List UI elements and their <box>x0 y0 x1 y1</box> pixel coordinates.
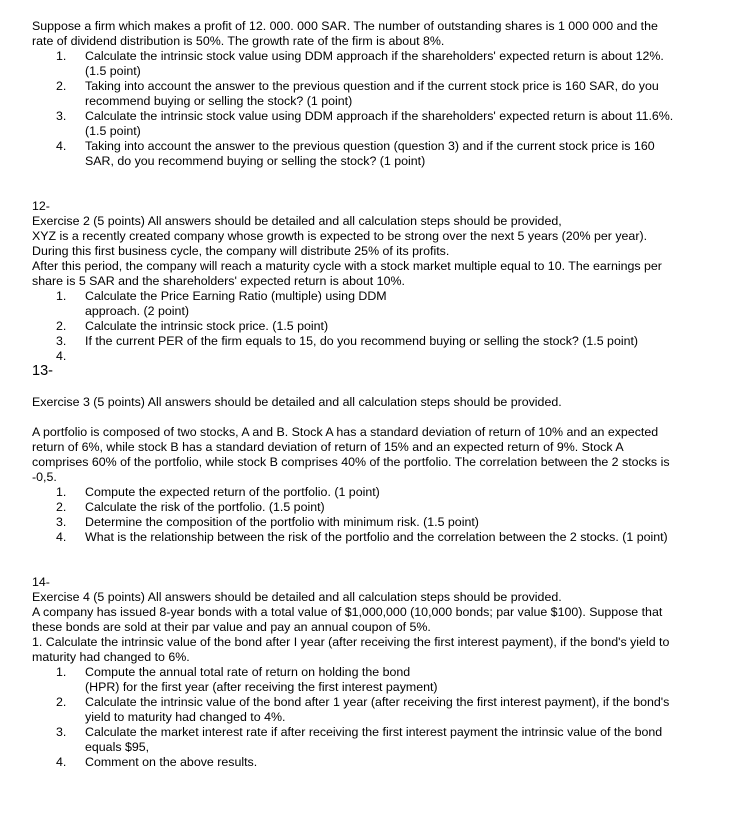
question-text: (1.5 point) <box>85 124 141 138</box>
spacer <box>32 169 730 199</box>
question-text: Calculate the risk of the portfolio. (1.5 point) <box>85 500 325 514</box>
question-item <box>32 139 730 169</box>
paragraph-line: -0,5. <box>32 470 57 484</box>
question-text: Comment on the above results. <box>85 755 258 769</box>
paragraph-line: these bonds are sold at their par value and pay an annual coupon of 5%. <box>32 620 431 634</box>
paragraph-line: After this period, the company will reach a maturity cycle with a stock market multiple equal to 10. The earnings per <box>32 259 662 273</box>
question-text: Calculate the market interest rate if after receiving the first interest payment the intrinsic value of the bond <box>85 725 663 739</box>
question-number: 3. <box>56 334 67 348</box>
question-text: Calculate the Price Earning Ratio (multiple) using DDM <box>85 289 387 303</box>
question-item <box>32 695 730 725</box>
question-text: recommend buying or selling the stock? (1 point) <box>85 94 353 108</box>
question-text: (1.5 point) <box>85 64 141 78</box>
question-number: 4. <box>56 349 67 363</box>
question-number: 2. <box>56 79 67 93</box>
spacer <box>32 545 730 575</box>
question-text: Calculate the intrinsic stock value using DDM approach if the shareholders' expected return is about 11.6%. <box>85 109 674 123</box>
spacer <box>32 410 730 425</box>
paragraph-line: 1. Calculate the intrinsic value of the bond after I year (after receiving the first interest payment), if the bond's yield to <box>32 635 670 649</box>
question-item <box>32 349 730 362</box>
question-item <box>32 319 730 334</box>
question-item <box>32 515 730 530</box>
question-text: Taking into account the answer to the previous question and if the current stock price is 160 SAR, do you <box>85 79 659 93</box>
exercise-number: 12- <box>32 199 50 213</box>
exercise-2 <box>32 199 730 362</box>
question-number: 4. <box>56 530 67 544</box>
intro-text: rate of dividend distribution is 50%. The growth rate of the firm is about 8%. <box>32 34 445 48</box>
question-item <box>32 530 730 545</box>
paragraph-line: During this first business cycle, the company will distribute 25% of its profits. <box>32 244 450 258</box>
paragraph-line: A portfolio is composed of two stocks, A and B. Stock A has a standard deviation of return of 10% and an expected <box>32 425 659 439</box>
question-text: If the current PER of the firm equals to 15, do you recommend buying or selling the stock? (1.5 point) <box>85 334 639 348</box>
question-text: Compute the annual total rate of return on holding the bond <box>85 665 411 679</box>
question-item <box>32 49 730 79</box>
exercise-number: 13- <box>32 363 53 379</box>
question-number: 4. <box>56 755 67 769</box>
question-text: Calculate the intrinsic stock value using DDM approach if the shareholders' expected return is about 12%. <box>85 49 664 63</box>
spacer <box>32 380 730 395</box>
question-item <box>32 485 730 500</box>
question-number: 1. <box>56 485 67 499</box>
question-item <box>32 755 730 770</box>
question-list <box>32 665 730 770</box>
question-text: Compute the expected return of the portfolio. (1 point) <box>85 485 380 499</box>
exercise-title: Exercise 4 (5 points) All answers should be detailed and all calculation steps should be provided. <box>32 590 562 604</box>
paragraph-line: return of 6%, while stock B has a standard deviation of return of 15% and an expected return of 9%. Stock A <box>32 440 624 454</box>
question-item <box>32 665 730 695</box>
question-number: 1. <box>56 665 67 679</box>
paragraph-line: share is 5 SAR and the shareholders' expected return is about 10%. <box>32 274 405 288</box>
question-number: 3. <box>56 725 67 739</box>
question-number: 2. <box>56 695 67 709</box>
exercise-number: 14- <box>32 575 50 589</box>
question-number: 1. <box>56 289 67 303</box>
question-item <box>32 109 730 139</box>
question-number: 3. <box>56 109 67 123</box>
question-item <box>32 334 730 349</box>
exercise-title: Exercise 2 (5 points) All answers should be detailed and all calculation steps should be provided, <box>32 214 562 228</box>
question-number: 1. <box>56 49 67 63</box>
question-text: Calculate the intrinsic value of the bond after 1 year (after receiving the first interest payment), if the bond's <box>85 695 670 709</box>
exercise-3 <box>32 362 730 545</box>
paragraph-line: maturity had changed to 6%. <box>32 650 190 664</box>
question-list <box>32 49 730 169</box>
exercise-1 <box>32 19 730 169</box>
question-item <box>32 289 730 319</box>
question-number: 2. <box>56 500 67 514</box>
question-list <box>32 485 730 545</box>
question-text: Determine the composition of the portfolio with minimum risk. (1.5 point) <box>85 515 479 529</box>
question-item <box>32 725 730 755</box>
question-text: (HPR) for the first year (after receiving the first interest payment) <box>85 680 438 694</box>
exercise-4 <box>32 575 730 770</box>
exercise-title: Exercise 3 (5 points) All answers should be detailed and all calculation steps should be provided. <box>32 395 562 409</box>
question-item <box>32 79 730 109</box>
question-text: yield to maturity had changed to 4%. <box>85 710 286 724</box>
paragraph-line: XYZ is a recently created company whose growth is expected to be strong over the next 5 years (20% per year). <box>32 229 648 243</box>
question-text: What is the relationship between the risk of the portfolio and the correlation between the 2 stocks. (1 point) <box>85 530 668 544</box>
paragraph-line: comprises 60% of the portfolio, while stock B comprises 40% of the portfolio. The correlation between the 2 stocks is <box>32 455 670 469</box>
question-number: 3. <box>56 515 67 529</box>
question-text: Calculate the intrinsic stock price. (1.5 point) <box>85 319 329 333</box>
question-number: 2. <box>56 319 67 333</box>
intro-text: Suppose a firm which makes a profit of 12. 000. 000 SAR. The number of outstanding shares is 1 000 000 and the <box>32 19 658 33</box>
question-text: SAR, do you recommend buying or selling the stock? (1 point) <box>85 154 426 168</box>
question-text: approach. (2 point) <box>85 304 190 318</box>
paragraph-line: A company has issued 8-year bonds with a total value of $1,000,000 (10,000 bonds; par value $100). Suppose that <box>32 605 663 619</box>
question-number: 4. <box>56 139 67 153</box>
question-text: Taking into account the answer to the previous question (question 3) and if the current stock price is 160 <box>85 139 655 153</box>
question-item <box>32 500 730 515</box>
question-text: equals $95, <box>85 740 150 754</box>
question-list <box>32 289 730 362</box>
